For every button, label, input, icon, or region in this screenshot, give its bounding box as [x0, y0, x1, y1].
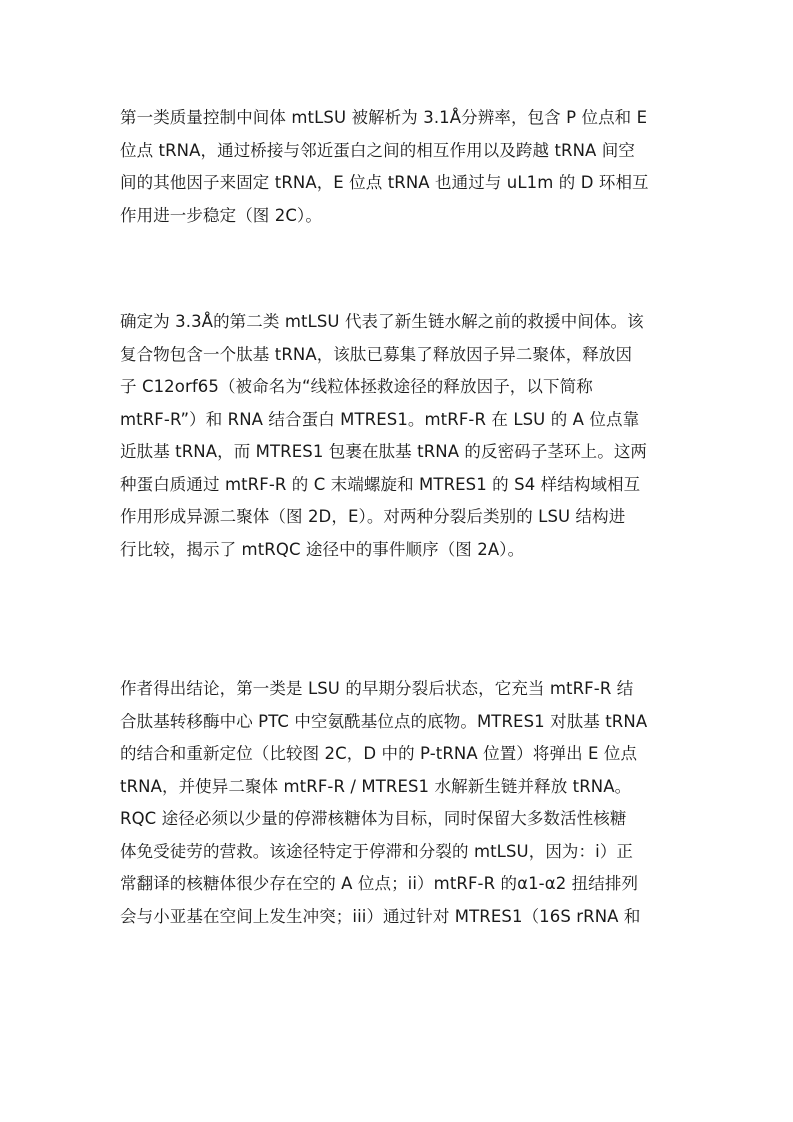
- text-line: 确定为 3.3Å的第二类 mtLSU 代表了新生链水解之前的救援中间体。该: [120, 312, 644, 331]
- text-line: 子 C12orf65（被命名为“线粒体拯救途径的释放因子，以下简称: [120, 377, 593, 396]
- text-line: 种蛋白质通过 mtRF-R 的 C 末端螺旋和 MTRES1 的 S4 样结构域相互: [120, 474, 641, 494]
- text-line: 作者得出结论，第一类是 LSU 的早期分裂后状态，它充当 mtRF-R 结: [120, 679, 634, 698]
- text-line: 体免受徒劳的营救。该途径特定于停滞和分裂的 mtLSU，因为：i）正: [120, 841, 634, 861]
- text-line: 常翻译的核糖体很少存在空的 A 位点；ii）mtRF-R 的α1-α2 扭结排列: [120, 874, 639, 893]
- text-line: tRNA，并使异二聚体 mtRF-R / MTRES1 水解新生链并释放 tRNA。: [120, 776, 632, 796]
- paragraph-class-one: [120, 102, 680, 232]
- text-line: 作用形成异源二聚体（图 2D，E）。对两种分裂后类别的 LSU 结构进: [120, 507, 626, 526]
- paragraph-conclusion: [120, 673, 680, 933]
- text-line: 间的其他因子来固定 tRNA，E 位点 tRNA 也通过与 uL1m 的 D 环相互: [120, 173, 649, 192]
- text-line: 行比较，揭示了 mtRQC 途径中的事件顺序（图 2A）。: [120, 539, 525, 559]
- text-line: 合肽基转移酶中心 PTC 中空氨酰基位点的底物。MTRES1 对肽基 tRNA: [120, 711, 648, 731]
- text-line: 的结合和重新定位（比较图 2C，D 中的 P-tRNA 位置）将弹出 E 位点: [120, 744, 638, 763]
- text-line: 作用进一步稳定（图 2C）。: [120, 205, 322, 225]
- text-line: 复合物包含一个肽基 tRNA，该肽已募集了释放因子异二聚体，释放因: [120, 344, 633, 364]
- text-line: 位点 tRNA，通过桥接与邻近蛋白之间的相互作用以及跨越 tRNA 间空: [120, 140, 635, 160]
- paragraph-class-two: [120, 306, 680, 566]
- text-line: RQC 途径必须以少量的停滞核糖体为目标，同时保留大多数活性核糖: [120, 809, 627, 828]
- text-line: 近肽基 tRNA，而 MTRES1 包裹在肽基 tRNA 的反密码子茎环上。这两: [120, 442, 648, 461]
- text-line: 会与小亚基在空间上发生冲突；iii）通过针对 MTRES1（16S rRNA 和: [120, 906, 641, 926]
- text-line: 第一类质量控制中间体 mtLSU 被解析为 3.1Å分辨率，包含 P 位点和 E: [120, 108, 648, 127]
- text-line: mtRF-R”）和 RNA 结合蛋白 MTRES1。mtRF-R 在 LSU 的 A 位点靠: [120, 409, 640, 429]
